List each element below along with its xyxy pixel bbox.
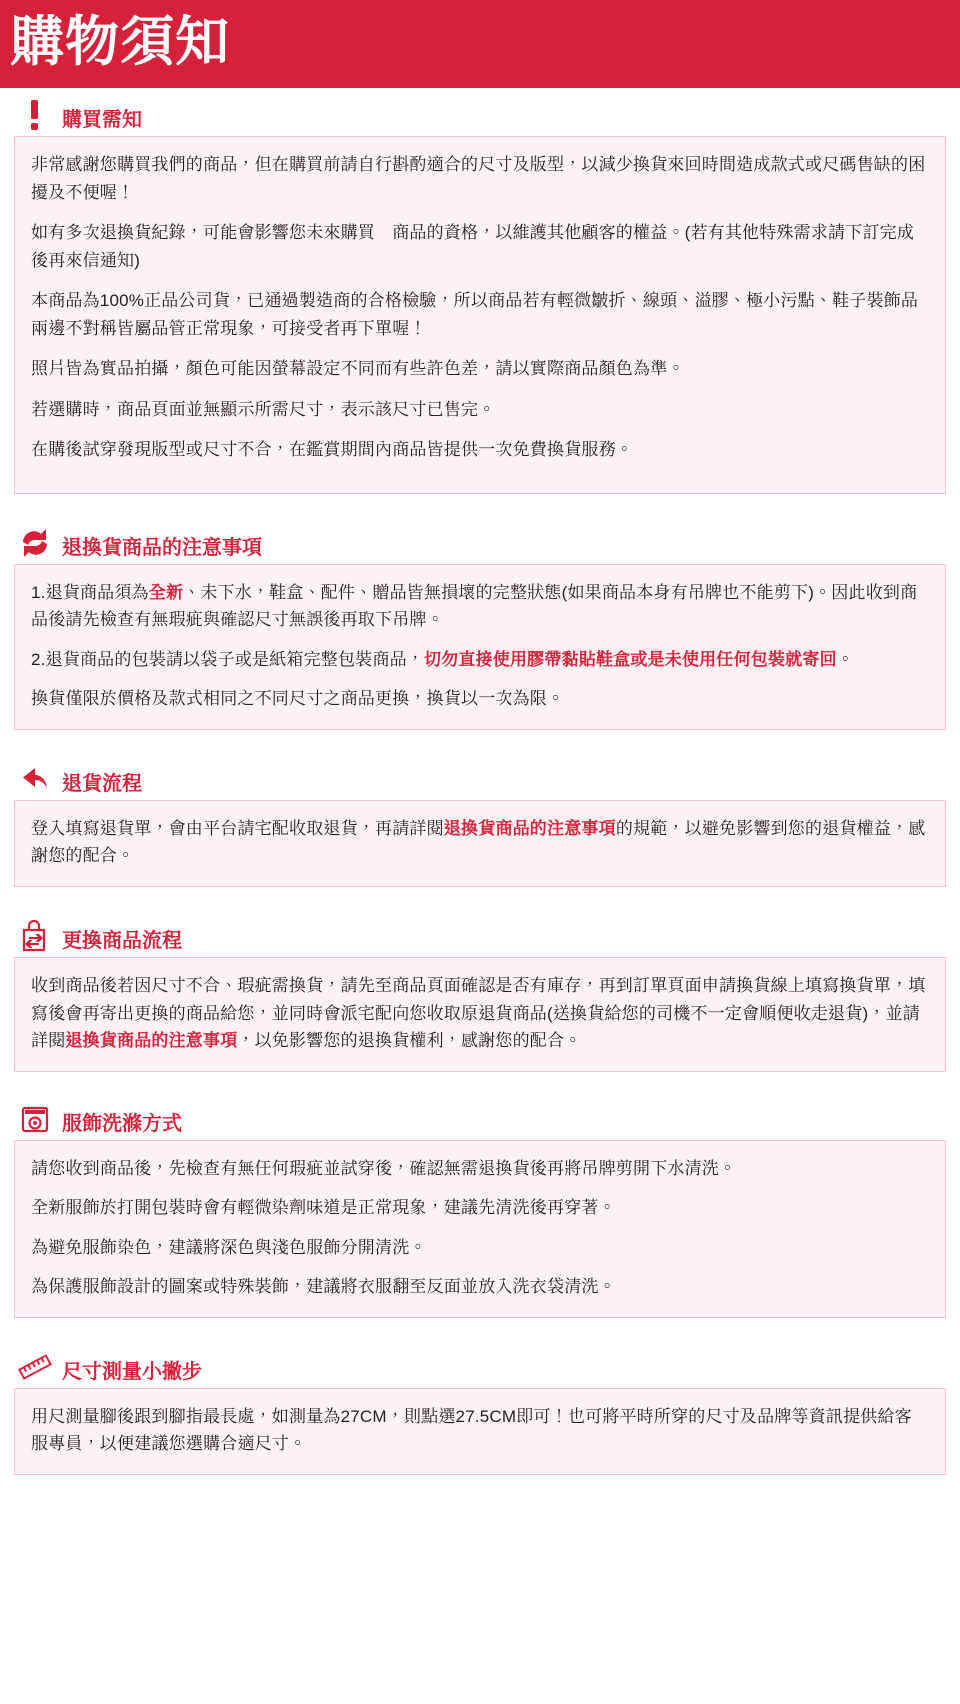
refresh-exchange-icon bbox=[18, 526, 52, 560]
paragraph bbox=[31, 646, 929, 674]
text-run: 收到商品後若因尺寸不合、瑕疵需換貨，請先至商品頁面確認是否有庫存，再到訂單頁面申請換貨線上填寫換貨單，填寫後會再寄出更換的商品給您，並同時會派宅配向您收取原退貨商品(送換貨給您的司機不一定會順便收走退貨)，並請詳閱 bbox=[31, 975, 926, 1051]
section-title: 服飾洗滌方式 bbox=[62, 1112, 182, 1135]
shopping-bag-exchange-icon bbox=[18, 919, 52, 953]
section-title: 更換商品流程 bbox=[62, 929, 182, 952]
section-title: 尺寸測量小撇步 bbox=[62, 1360, 202, 1383]
text-run: 。 bbox=[836, 649, 854, 669]
text-run-emphasis: 全新 bbox=[148, 582, 184, 602]
text-run: 、未下水，鞋盒、配件、贈品皆無損壞的完整狀態(如果商品本身有吊牌也不能剪下)。因此收到商品後請先檢查有無瑕疵與確認尺寸無誤後再取下吊牌。 bbox=[31, 582, 918, 630]
paragraph: 為避免服飾染色，建議將深色與淺色服飾分開清洗。 bbox=[31, 1237, 427, 1257]
section-return-process bbox=[0, 756, 960, 887]
paragraph: 本商品為100%正品公司貨，已通過製造商的合格檢驗，所以商品若有輕微皺折、線頭、溢膠、極小污點、鞋子裝飾品兩邊不對稱皆屬品管正常現象，可接受者再下單喔！ bbox=[31, 291, 919, 338]
text-run: 1.退貨商品須為 bbox=[31, 582, 149, 602]
section-body bbox=[14, 1388, 946, 1475]
text-run: ，以免影響您的退換貨權利，感謝您的配合。 bbox=[237, 1031, 582, 1051]
section-measuring-tips bbox=[0, 1344, 960, 1475]
section-body bbox=[14, 1140, 946, 1318]
text-run-emphasis: 退換貨商品的注意事項 bbox=[443, 818, 616, 838]
washing-machine-icon bbox=[18, 1102, 52, 1136]
section-body bbox=[14, 564, 946, 730]
section-header bbox=[14, 92, 946, 132]
section-header bbox=[14, 756, 946, 796]
exclamation-mark-icon bbox=[18, 98, 52, 132]
paragraph bbox=[31, 685, 929, 713]
section-purchase-notice bbox=[0, 92, 960, 494]
section-header bbox=[14, 913, 946, 953]
paragraph: 用尺測量腳後跟到腳指最長處，如測量為27CM，則點選27.5CM即可！也可將平時所穿的尺寸及品牌等資訊提供給客服專員，以便建議您選購合適尺寸。 bbox=[31, 1406, 912, 1454]
paragraph: 為保護服飾設計的圖案或特殊裝飾，建議將衣服翻至反面並放入洗衣袋清洗。 bbox=[31, 1277, 616, 1297]
section-title: 購買需知 bbox=[62, 109, 142, 131]
text-run: 登入填寫退貨單，會由平台請宅配收取退貨，再請詳閱 bbox=[31, 818, 444, 838]
paragraph bbox=[31, 579, 929, 634]
text-run-emphasis: 切勿直接使用膠帶黏貼鞋盒或是未使用任何包裝就寄回 bbox=[423, 649, 837, 669]
return-arrow-icon bbox=[18, 762, 52, 796]
section-header bbox=[14, 520, 946, 560]
page-banner bbox=[0, 0, 960, 88]
section-exchange-process bbox=[0, 913, 960, 1072]
paragraph bbox=[31, 972, 929, 1055]
section-body bbox=[14, 800, 946, 887]
paragraph: 如有多次退換貨紀錄，可能會影響您未來購買 商品的資格，以維護其他顧客的權益。(若有其他特殊需求請下訂完成後再來信通知) bbox=[31, 223, 915, 270]
section-title: 退換貨商品的注意事項 bbox=[62, 536, 262, 559]
paragraph: 請您收到商品後，先檢查有無任何瑕疵並試穿後，確認無需退換貨後再將吊牌剪開下水清洗。 bbox=[31, 1158, 737, 1178]
section-header bbox=[14, 1096, 946, 1136]
section-return-exchange-notes bbox=[0, 520, 960, 730]
ruler-icon bbox=[18, 1350, 52, 1384]
text-run: 的規範，以避免影響到您的退貨權益，感謝您的配合。 bbox=[31, 818, 926, 866]
section-body bbox=[14, 136, 946, 494]
paragraph: 全新服飾於打開包裝時會有輕微染劑味道是正常現象，建議先清洗後再穿著。 bbox=[31, 1198, 616, 1218]
text-run-emphasis: 退換貨商品的注意事項 bbox=[65, 1031, 238, 1051]
section-header bbox=[14, 1344, 946, 1384]
text-run: 換貨僅限於價格及款式相同之不同尺寸之商品更換，換貨以一次為限。 bbox=[31, 689, 565, 709]
section-title: 退貨流程 bbox=[62, 772, 142, 795]
text-run: 2.退貨商品的包裝請以袋子或是紙箱完整包裝商品， bbox=[31, 649, 424, 669]
paragraph: 非常感謝您購買我們的商品，但在購買前請自行斟酌適合的尺寸及版型，以減少換貨來回時間造成款式或尺碼售缺的困擾及不便喔！ bbox=[31, 155, 926, 202]
section-washing-instructions bbox=[0, 1096, 960, 1318]
paragraph: 在購後試穿發現版型或尺寸不合，在鑑賞期間內商品皆提供一次免費換貨服務。 bbox=[31, 440, 633, 460]
section-body bbox=[14, 957, 946, 1072]
paragraph: 照片皆為實品拍攝，顏色可能因螢幕設定不同而有些許色差，請以實際商品顏色為準。 bbox=[31, 359, 685, 379]
paragraph: 若選購時，商品頁面並無顯示所需尺寸，表示該尺寸已售完。 bbox=[31, 399, 496, 419]
paragraph bbox=[31, 815, 929, 870]
page-title: 購物須知 bbox=[10, 12, 230, 72]
